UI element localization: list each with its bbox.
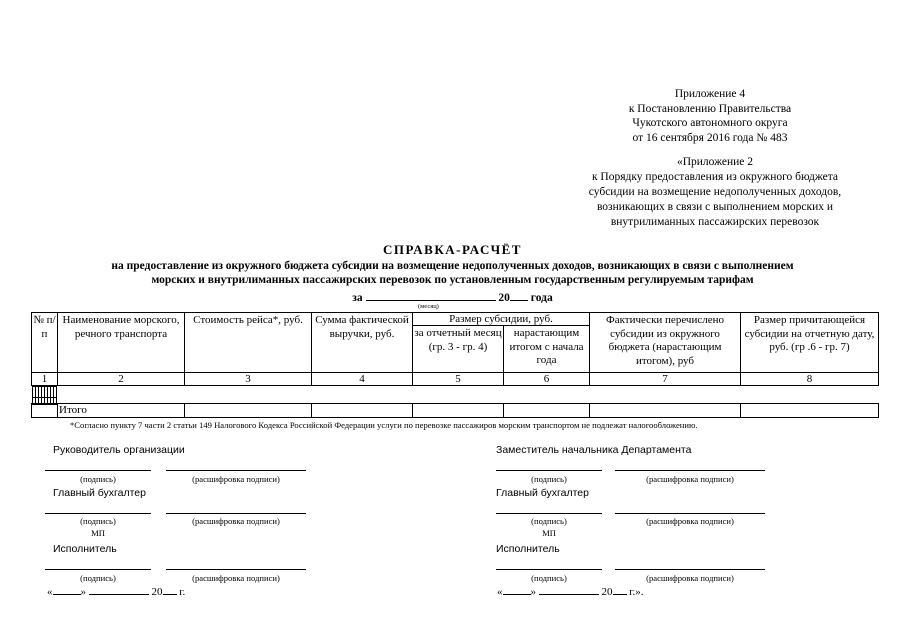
header-trip-cost: Стоимость рейса*, руб. <box>185 313 312 373</box>
footnote: *Согласно пункту 7 части 2 статьи 149 Налогового Кодекса Российской Федерации услуги по перевозке пассажиров морским транспортом не подлежат налогообложению. <box>70 420 698 430</box>
left-head-signature-caption: (подпись) <box>80 474 116 484</box>
subtitle-line-2: морских и внутрилиманных пассажирских перевозок по установленным государственным регулируемым тарифам <box>151 274 754 286</box>
left-date <box>47 584 185 598</box>
table-cell[interactable] <box>185 403 312 417</box>
appendix-2-line-3: субсидии на возмещение недополученных доходов, <box>588 186 842 198</box>
report-period <box>0 289 905 304</box>
date-quote-open: « <box>47 586 53 598</box>
column-number: 6 <box>504 373 590 386</box>
appendix-2-line-5: внутрилиманных пассажирских перевозок <box>610 216 820 228</box>
column-number: 5 <box>413 373 504 386</box>
left-executor-title: Исполнитель <box>53 543 117 555</box>
date-quote-close: » <box>80 586 86 598</box>
left-date-month-field[interactable] <box>89 584 149 595</box>
right-executor-title: Исполнитель <box>496 543 560 555</box>
left-executor-signature-line[interactable] <box>45 569 151 570</box>
left-date-day-field[interactable] <box>53 584 81 595</box>
date-year-prefix: 20 <box>601 586 613 598</box>
left-date-year-field[interactable] <box>163 584 177 595</box>
left-executor-signature-caption: (подпись) <box>80 573 116 583</box>
right-head-title: Заместитель начальника Департамента <box>496 444 692 456</box>
right-accountant-decoding-caption: (расшифровка подписи) <box>646 516 734 526</box>
right-accountant-signature-line[interactable] <box>496 513 602 514</box>
left-head-decoding-line[interactable] <box>166 470 306 471</box>
header-transport-name: Наименование морского, речного транспорта <box>58 313 185 373</box>
header-subsidy-month: за отчетный месяц (гр. 3 - гр. 4) <box>413 326 504 373</box>
date-suffix: г.». <box>629 586 644 598</box>
right-date-year-field[interactable] <box>613 584 627 595</box>
left-head-title: Руководитель организации <box>53 444 185 456</box>
left-stamp-label: МП <box>91 528 105 538</box>
document-title: СПРАВКА-РАСЧЁТ <box>383 242 522 257</box>
table-cell[interactable] <box>741 403 879 417</box>
column-number: 7 <box>590 373 741 386</box>
left-executor-decoding-line[interactable] <box>166 569 306 570</box>
right-date <box>497 584 644 598</box>
month-hint: (месяц) <box>418 303 439 310</box>
total-row <box>32 403 879 417</box>
right-date-day-field[interactable] <box>503 584 531 595</box>
right-head-signature-caption: (подпись) <box>531 474 567 484</box>
right-executor-signature-line[interactable] <box>496 569 602 570</box>
appendix-4-line-2: к Постановлению Правительства <box>628 102 792 115</box>
left-accountant-title: Главный бухгалтер <box>53 487 146 499</box>
header-subsidy-group: Размер субсидии, руб. <box>413 313 590 326</box>
column-number: 2 <box>58 373 185 386</box>
column-number: 1 <box>32 373 58 386</box>
month-field[interactable] <box>366 289 496 301</box>
appendix-2-header <box>560 155 870 230</box>
appendix-2-line-1: «Приложение 2 <box>676 156 754 168</box>
total-label: Итого <box>58 403 185 417</box>
document-subtitle <box>20 259 885 287</box>
left-head-signature-line[interactable] <box>45 470 151 471</box>
date-year-prefix: 20 <box>151 586 163 598</box>
period-prefix: за <box>352 292 363 304</box>
appendix-4-line-4: от 16 сентября 2016 года № 483 <box>632 131 788 144</box>
left-accountant-signature-line[interactable] <box>45 513 151 514</box>
column-number: 4 <box>312 373 413 386</box>
date-quote-open: « <box>497 586 503 598</box>
header-actual-revenue: Сумма фактической выручки, руб. <box>312 313 413 373</box>
table-cell[interactable] <box>312 403 413 417</box>
header-due: Размер причитающейся субсидии на отчетную дату, руб. (гр .6 - гр. 7) <box>741 313 879 373</box>
table-cell[interactable] <box>590 403 741 417</box>
column-number: 3 <box>185 373 312 386</box>
subsidy-table <box>31 312 879 418</box>
table-cell <box>32 403 58 417</box>
table-cell[interactable] <box>504 403 590 417</box>
column-number: 8 <box>741 373 879 386</box>
table-cell[interactable] <box>413 403 504 417</box>
right-executor-decoding-caption: (расшифровка подписи) <box>646 573 734 583</box>
right-date-month-field[interactable] <box>539 584 599 595</box>
right-head-signature-line[interactable] <box>496 470 602 471</box>
appendix-2-line-4: возникающих в связи с выполнением морских и <box>596 201 834 213</box>
header-transferred: Фактически перечислено субсидии из окружного бюджета (нарастающим итогом), руб <box>590 313 741 373</box>
period-suffix: года <box>530 292 553 304</box>
appendix-2-line-2: к Порядку предоставления из окружного бюджета <box>591 171 839 183</box>
right-executor-decoding-line[interactable] <box>615 569 765 570</box>
appendix-4-header <box>600 87 820 145</box>
right-accountant-decoding-line[interactable] <box>615 513 765 514</box>
date-quote-close: » <box>530 586 536 598</box>
left-accountant-decoding-line[interactable] <box>166 513 306 514</box>
right-accountant-title: Главный бухгалтер <box>496 487 589 499</box>
appendix-4-line-3: Чукотского автономного округа <box>632 117 788 129</box>
table-cell[interactable] <box>53 387 56 405</box>
left-head-decoding-caption: (расшифровка подписи) <box>192 474 280 484</box>
header-subsidy-cumulative: нарастающим итогом с начала года <box>504 326 590 373</box>
left-accountant-signature-caption: (подпись) <box>80 516 116 526</box>
year-field[interactable] <box>510 289 528 301</box>
subtitle-line-1: на предоставление из окружного бюджета субсидии на возмещение недополученных доходов, возникающих в связи с выполнением <box>111 260 794 272</box>
right-head-decoding-line[interactable] <box>615 470 765 471</box>
header-num: № п/п <box>32 313 58 373</box>
right-stamp-label: МП <box>542 528 556 538</box>
column-number-row <box>32 373 879 386</box>
date-suffix: г. <box>179 586 186 598</box>
left-executor-decoding-caption: (расшифровка подписи) <box>192 573 280 583</box>
table-row <box>32 386 57 398</box>
period-year-prefix: 20 <box>498 292 510 304</box>
right-accountant-signature-caption: (подпись) <box>531 516 567 526</box>
left-accountant-decoding-caption: (расшифровка подписи) <box>192 516 280 526</box>
right-executor-signature-caption: (подпись) <box>531 573 567 583</box>
appendix-4-line-1: Приложение 4 <box>674 88 746 100</box>
table-header-row <box>32 313 879 326</box>
right-head-decoding-caption: (расшифровка подписи) <box>646 474 734 484</box>
